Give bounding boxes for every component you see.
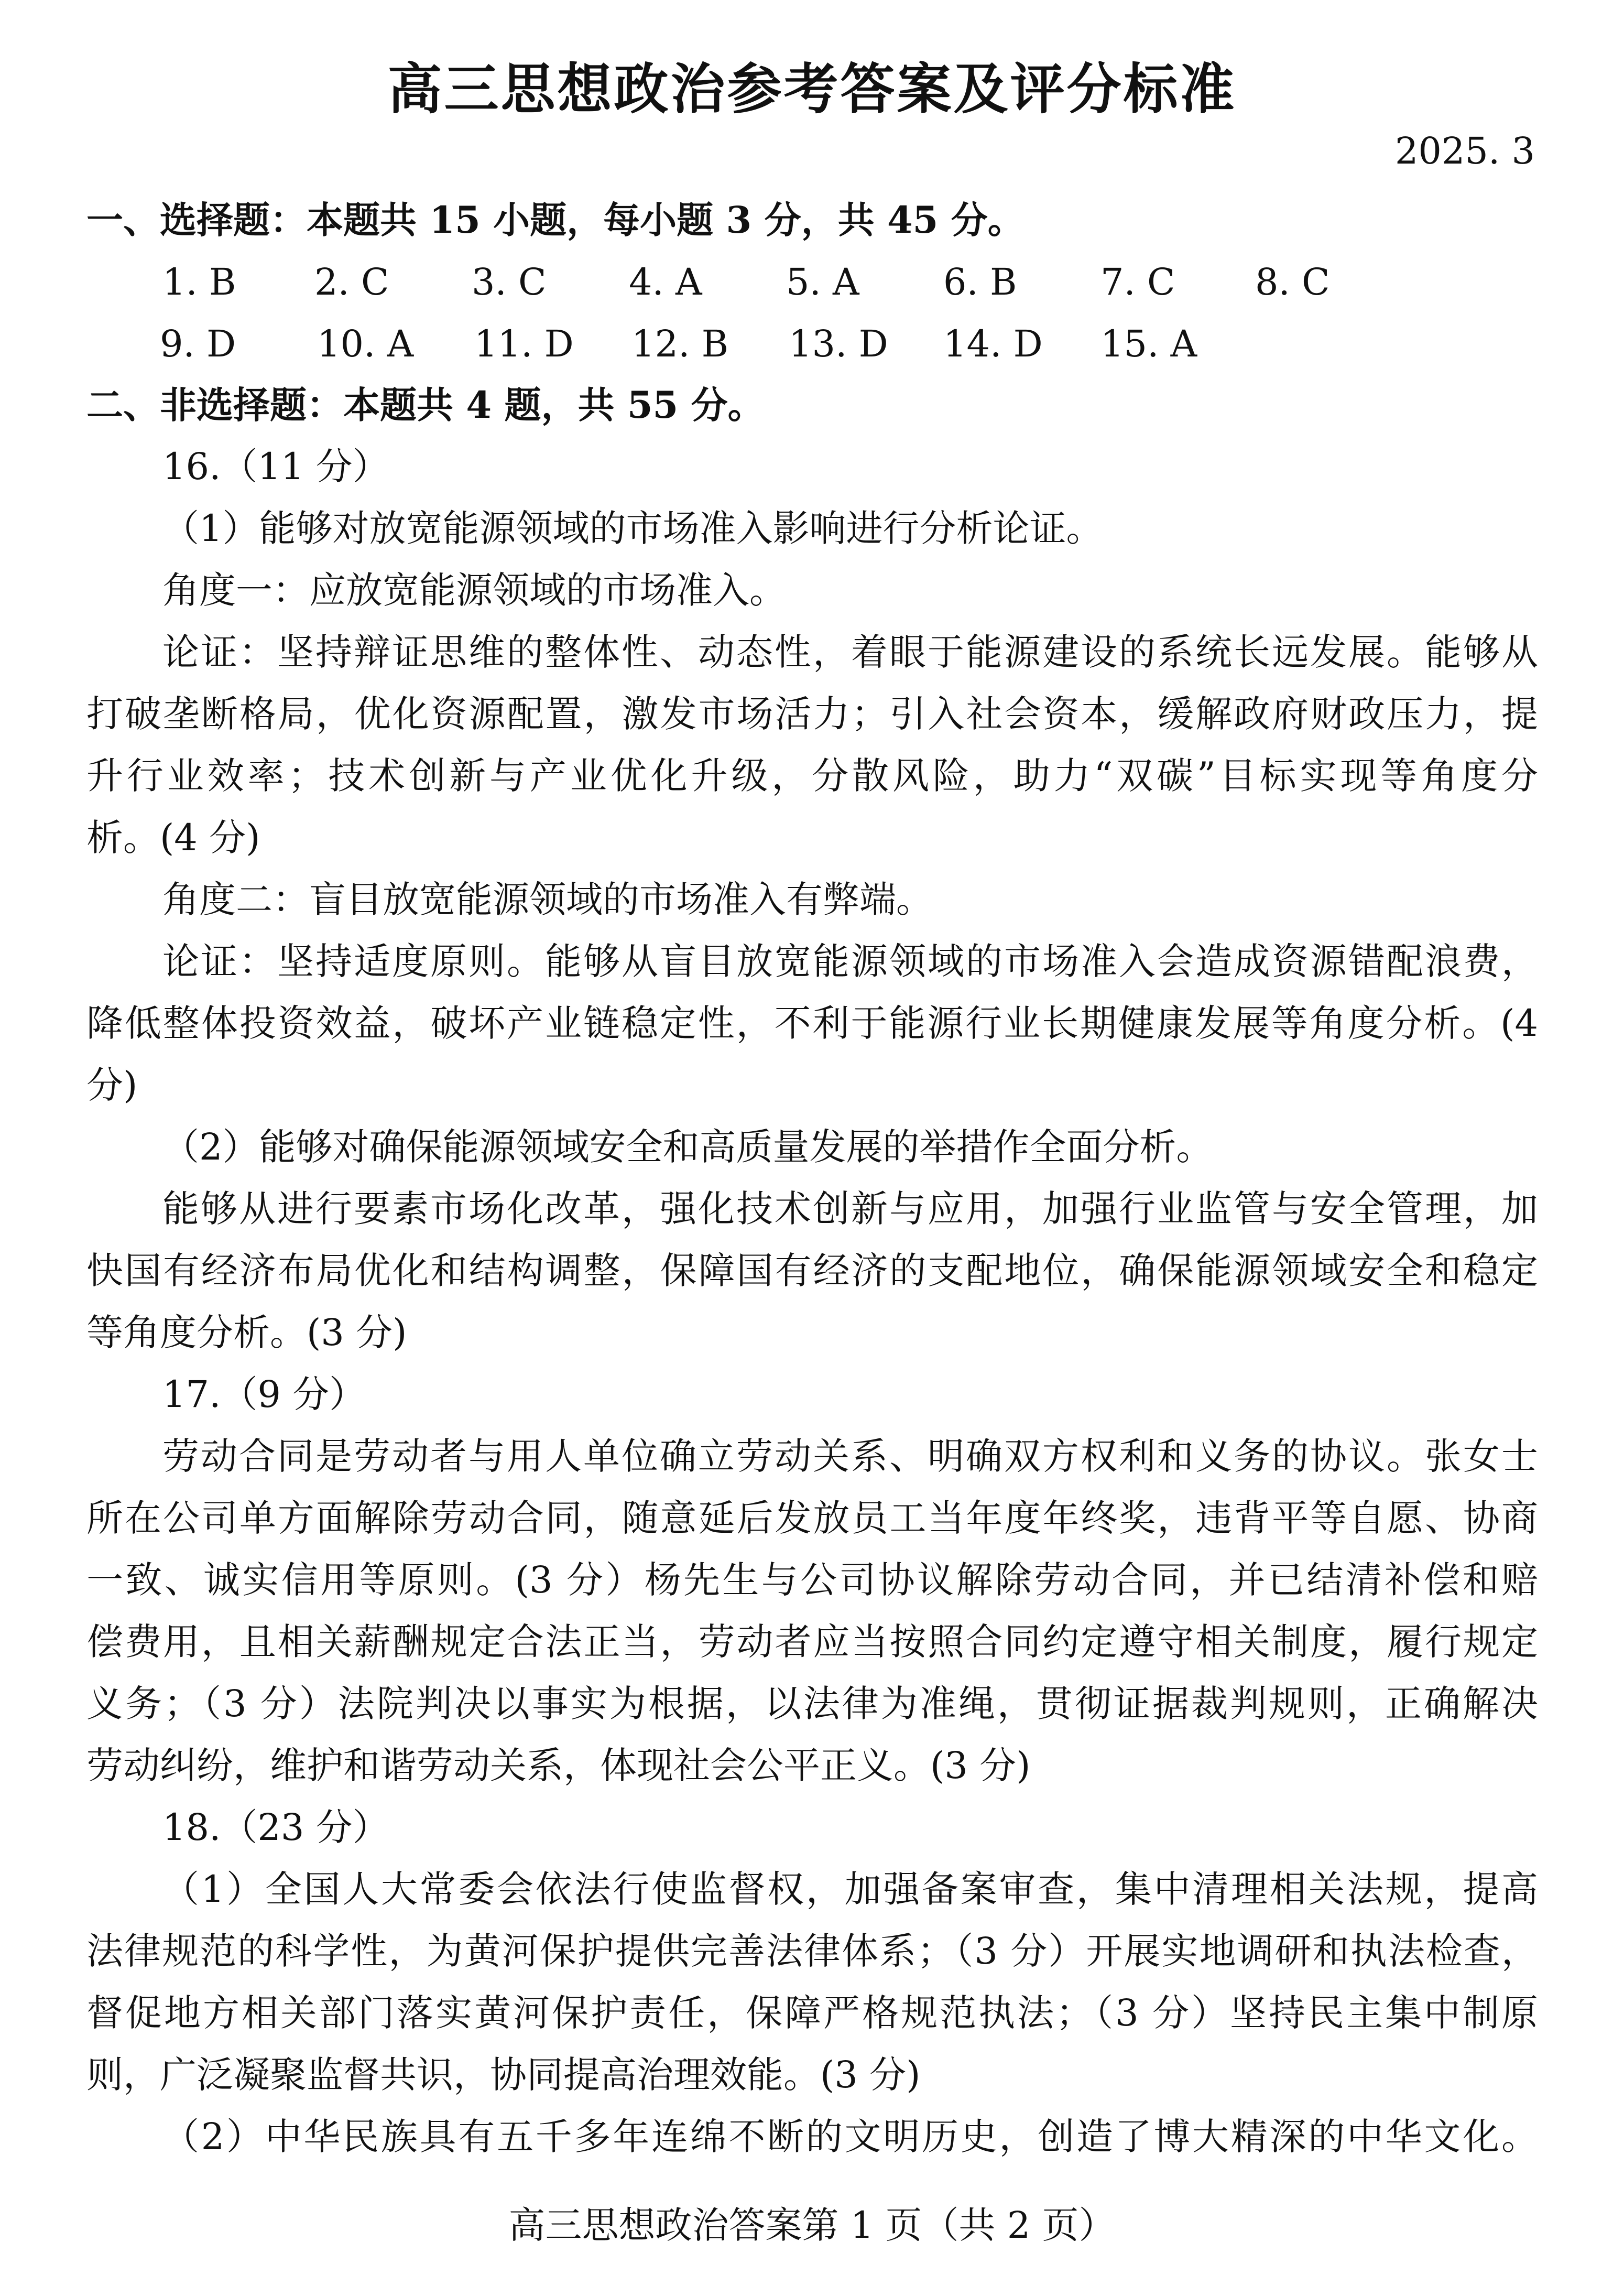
- section-2-heading: 二、非选择题：本题共 4 题，共 55 分。: [86, 383, 765, 427]
- q16-angle2-line1: 论证：坚持适度原则。能够从盲目放宽能源领域的市场准入会造成资源错配浪费，: [162, 940, 1538, 983]
- q16-part1-prompt: （1）能够对放宽能源领域的市场准入影响进行分析论证。: [162, 507, 1103, 550]
- q16-part2-prompt: （2）能够对确保能源领域安全和高质量发展的举措作全面分析。: [162, 1125, 1213, 1168]
- q18-part1-line3: 督促地方相关部门落实黄河保护责任，保障严格规范执法；（3 分）坚持民主集中制原: [86, 1991, 1538, 2034]
- mc-answer-12: 12. B: [631, 322, 729, 365]
- q17-line6: 劳动纠纷，维护和谐劳动关系，体现社会公平正义。(3 分): [86, 1744, 1031, 1787]
- q17-line2: 所在公司单方面解除劳动合同，随意延后发放员工当年度年终奖，违背平等自愿、协商: [86, 1497, 1538, 1540]
- q16-angle1-line1: 论证：坚持辩证思维的整体性、动态性，着眼于能源建设的系统长远发展。能够从: [162, 631, 1538, 674]
- q17-line4: 偿费用，且相关薪酬规定合法正当，劳动者应当按照合同约定遵守相关制度，履行规定: [86, 1620, 1538, 1663]
- q16-angle2-line2: 降低整体投资效益，破坏产业链稳定性，不利于能源行业长期健康发展等角度分析。(4: [86, 1002, 1538, 1045]
- mc-answer-15: 15. A: [1100, 322, 1197, 365]
- question-16-heading: 16.（11 分）: [162, 445, 389, 488]
- q18-part1-line1: （1）全国人大常委会依法行使监督权，加强备案审查，集中清理相关法规，提高: [162, 1868, 1538, 1911]
- q16-angle2-line3: 分): [86, 1064, 138, 1107]
- q16-part2-line2: 快国有经济布局优化和结构调整，保障国有经济的支配地位，确保能源领域安全和稳定: [86, 1249, 1538, 1292]
- q17-line1: 劳动合同是劳动者与用人单位确立劳动关系、明确双方权利和义务的协议。张女士: [162, 1435, 1538, 1478]
- mc-answer-11: 11. D: [474, 322, 574, 365]
- q16-part2-line3: 等角度分析。(3 分): [86, 1311, 407, 1354]
- q16-angle1-line2: 打破垄断格局，优化资源配置，激发市场活力；引入社会资本，缓解政府财政压力，提: [86, 692, 1538, 735]
- mc-answer-2: 2. C: [314, 261, 389, 304]
- mc-answer-8: 8. C: [1255, 261, 1330, 304]
- mc-answer-7: 7. C: [1100, 261, 1175, 304]
- mc-answer-10: 10. A: [317, 322, 414, 365]
- q16-angle1-line4: 析。(4 分): [86, 816, 260, 859]
- question-18-heading: 18.（23 分）: [162, 1806, 389, 1849]
- q17-line5: 义务；（3 分）法院判决以事实为根据，以法律为准绳，贯彻证据裁判规则，正确解决: [86, 1682, 1538, 1725]
- page-footer: 高三思想政治答案第 1 页（共 2 页）: [508, 2204, 1116, 2247]
- q18-part1-line2: 法律规范的科学性，为黄河保护提供完善法律体系；（3 分）开展实地调研和执法检查，: [86, 1930, 1538, 1973]
- mc-answer-4: 4. A: [629, 261, 702, 304]
- q16-angle2-title: 角度二：盲目放宽能源领域的市场准入有弊端。: [162, 878, 933, 921]
- page-title: 高三思想政治参考答案及评分标准: [387, 57, 1237, 121]
- mc-answer-3: 3. C: [472, 261, 547, 304]
- mc-answer-9: 9. D: [160, 322, 236, 365]
- mc-answer-13: 13. D: [789, 322, 888, 365]
- document-date: 2025. 3: [1394, 129, 1535, 172]
- mc-answer-5: 5. A: [786, 261, 859, 304]
- question-17-heading: 17.（9 分）: [162, 1373, 366, 1416]
- mc-answer-1: 1. B: [162, 261, 236, 304]
- mc-answer-6: 6. B: [943, 261, 1017, 304]
- q16-angle1-title: 角度一：应放宽能源领域的市场准入。: [162, 569, 786, 612]
- section-1-heading: 一、选择题：本题共 15 小题，每小题 3 分，共 45 分。: [86, 198, 1024, 242]
- q18-part2-line1: （2）中华民族具有五千多年连绵不断的文明历史，创造了博大精深的中华文化。: [162, 2115, 1538, 2158]
- mc-answer-14: 14. D: [943, 322, 1043, 365]
- q16-part2-line1: 能够从进行要素市场化改革，强化技术创新与应用，加强行业监管与安全管理，加: [162, 1187, 1538, 1230]
- q16-angle1-line3: 升行业效率；技术创新与产业优化升级，分散风险，助力“双碳”目标实现等角度分: [86, 754, 1538, 797]
- q18-part1-line4: 则，广泛凝聚监督共识，协同提高治理效能。(3 分): [86, 2053, 921, 2096]
- q17-line3: 一致、诚实信用等原则。(3 分）杨先生与公司协议解除劳动合同，并已结清补偿和赔: [86, 1558, 1538, 1601]
